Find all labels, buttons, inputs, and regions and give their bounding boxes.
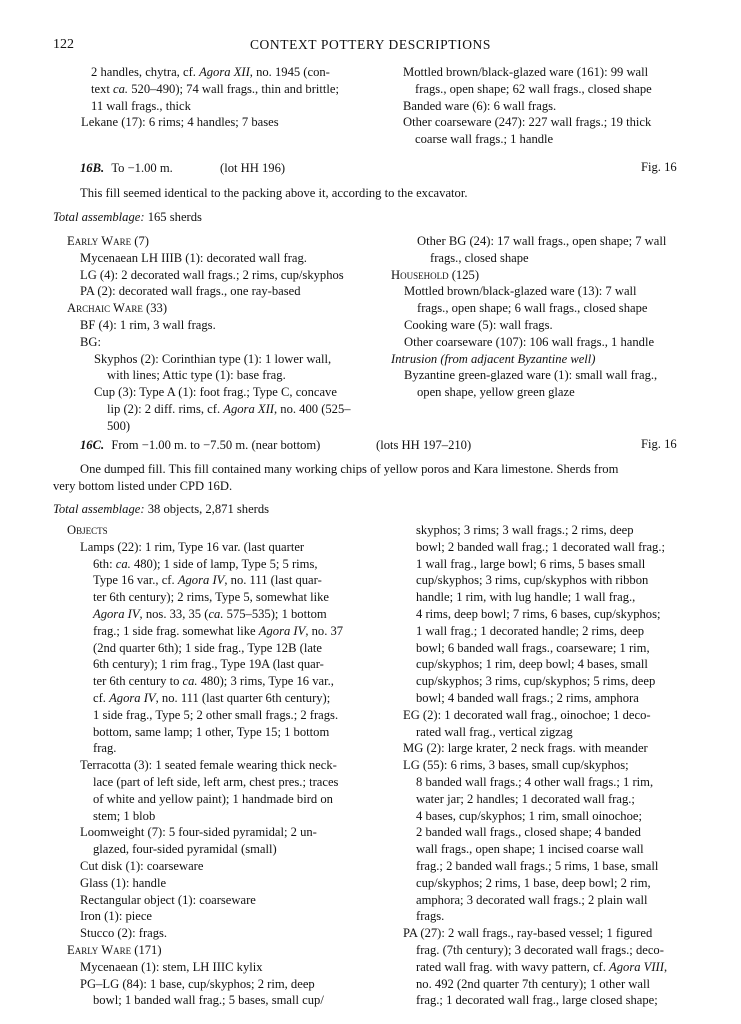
text-line: PA (2): decorated wall frags., one ray-based: [80, 284, 301, 299]
text-line: lace (part of left side, left arm, chest pres.; traces: [93, 774, 339, 789]
category-heading: Early Ware (171): [67, 942, 162, 957]
context-description: This fill seemed identical to the packing above it, according to the excavator.: [80, 186, 468, 200]
running-title: CONTEXT POTTERY DESCRIPTIONS: [249, 37, 492, 52]
context-depth: To −1.00 m.: [111, 161, 173, 175]
text-line: Cup (3): Type A (1): foot frag.; Type C, concave: [94, 385, 337, 400]
text-line: 4 bases, cup/skyphos; 1 rim, small oinochoe;: [416, 808, 642, 823]
text-line: Terracotta (3): 1 seated female wearing thick neck-: [80, 758, 337, 773]
text-line: frags., open shape; 6 wall frags., closed shape: [417, 301, 648, 316]
assemblage-value: 165 sherds: [147, 210, 202, 224]
text-line: 1 wall frag.; 1 decorated handle; 2 rims, deep: [416, 623, 645, 638]
context-depth: From −1.00 m. to −7.50 m. (near bottom): [111, 438, 321, 452]
text-line: Glass (1): handle: [80, 875, 167, 890]
text-line: Agora IV, nos. 33, 35 (ca. 575–535); 1 bottom: [93, 606, 327, 621]
assemblage-label: Total assemblage:: [53, 502, 145, 516]
text-line: Byzantine green-glazed ware (1): small wall frag.,: [404, 368, 658, 383]
text-line: Other BG (24): 17 wall frags., open shape; 7 wall: [417, 234, 667, 248]
top-left-column: [81, 64, 339, 131]
text-line: frags., closed shape: [430, 250, 529, 265]
text-line: Skyphos (2): Corinthian type (1): 1 lower wall,: [94, 351, 332, 366]
text-line: 4 rims, deep bowl; 7 rims, 6 bases, cup/skyphos;: [416, 606, 661, 621]
text-line: rated wall frag., vertical zigzag: [416, 724, 573, 739]
text-line: skyphos; 3 rims; 3 wall frags.; 2 rims, deep: [416, 523, 634, 537]
text-line: Mottled brown/black-glazed ware (161): 99 wall: [403, 65, 649, 79]
text-line: Cut disk (1): coarseware: [80, 858, 204, 873]
text-line: frags.: [416, 909, 445, 924]
text-line: ter 6th century to ca. 480); 3 rims, Type 16 var.,: [93, 674, 334, 689]
category-heading: Household (125): [391, 267, 480, 282]
text-line: Mycenaean LH IIIB (1): decorated wall frag.: [80, 250, 307, 265]
text-line: Other coarseware (247): 227 wall frags.; 19 thick: [403, 115, 652, 130]
context-16c-left-column: [67, 522, 343, 1009]
text-line: bowl; 1 banded wall frag.; 5 bases, small cup/: [93, 993, 324, 1008]
text-line: frag.; 1 side frag. somewhat like Agora IV, no. 37: [93, 623, 344, 638]
text-line: frag. (7th century); 3 decorated wall frags.; deco-: [416, 942, 664, 957]
text-line: coarse wall frags.; 1 handle: [415, 132, 554, 147]
text-line: cf. Agora IV, no. 111 (last quarter 6th century);: [93, 690, 331, 705]
text-line: BG:: [80, 334, 101, 349]
text-line: cup/skyphos; 3 rims, cup/skyphos; 5 rims, deep: [416, 674, 656, 689]
text-line: Stucco (2): frags.: [80, 926, 168, 941]
text-line: text ca. 520–490); 74 wall frags., thin and brittle;: [91, 81, 340, 96]
text-line: stem; 1 blob: [93, 808, 156, 823]
text-line: 500): [107, 418, 131, 433]
text-line: rated wall frag. with wavy pattern, cf. Agora VIII,: [416, 959, 668, 974]
context-id: 16B.: [80, 161, 105, 175]
text-line: Mycenaean (1): stem, LH IIIC kylix: [80, 959, 263, 974]
text-line: water jar; 2 handles; 1 decorated wall frag.;: [416, 791, 635, 806]
context-description: [53, 461, 619, 495]
assemblage-label: Total assemblage:: [53, 210, 145, 224]
category-heading: Intrusion (from adjacent Byzantine well): [391, 351, 596, 366]
text-line: 6th century); 1 rim frag., Type 19A (last quar-: [93, 657, 324, 672]
text-line: Type 16 var., cf. Agora IV, no. 111 (last quar-: [93, 573, 322, 588]
context-16b-right-column: [391, 233, 666, 401]
text-line: Mottled brown/black-glazed ware (13): 7 wall: [404, 284, 637, 299]
text-line: with lines; Attic type (1): base frag.: [107, 368, 286, 383]
text-line: BF (4): 1 rim, 3 wall frags.: [80, 317, 216, 332]
text-line: amphora; 3 decorated wall frags.; 2 plain wall: [416, 892, 648, 907]
text-line: PA (27): 2 wall frags., ray-based vessel; 1 figured: [403, 926, 653, 941]
text-line: frags., open shape; 62 wall frags., closed shape: [415, 81, 652, 96]
assemblage-line: [53, 209, 202, 226]
text-line: wall frags., open shape; 1 incised coarse wall: [416, 842, 644, 857]
category-heading: Archaic Ware (33): [67, 301, 168, 316]
text-line: open shape, yellow green glaze: [417, 385, 575, 400]
context-lot: (lots HH 197–210): [376, 438, 472, 452]
text-line: ter 6th century); 2 rims, Type 5, somewhat like: [93, 590, 330, 605]
text-line: Other coarseware (107): 106 wall frags., 1 handle: [404, 334, 655, 349]
text-line: 2 handles, chytra, cf. Agora XII, no. 1945 (con-: [91, 65, 330, 79]
context-16c-heading: [80, 437, 320, 454]
text-line: handle; 1 rim, with lug handle; 1 wall frag.,: [416, 590, 636, 605]
text-line: MG (2): large krater, 2 neck frags. with meander: [403, 741, 648, 756]
page-number: 122: [53, 37, 74, 52]
context-16b-left-column: [67, 233, 351, 435]
text-line: 1 side frag., Type 5; 2 other small frags.; 2 frags.: [93, 707, 339, 722]
text-line: Iron (1): piece: [80, 909, 153, 924]
text-line: glazed, four-sided pyramidal (small): [93, 842, 277, 857]
context-lot: (lot HH 196): [220, 161, 286, 175]
text-line: Lamps (22): 1 rim, Type 16 var. (last quarter: [80, 539, 305, 554]
context-16c-right-column: [403, 522, 667, 1009]
figure-reference: Fig. 16: [641, 160, 677, 174]
context-16b-heading: [80, 160, 173, 177]
text-line: lip (2): 2 diff. rims, cf. Agora XII, no. 400 (525–: [107, 401, 351, 416]
text-line: 1 wall frag., large bowl; 6 rims, 5 bases small: [416, 556, 646, 571]
text-line: cup/skyphos; 1 rim, deep bowl; 4 bases, small: [416, 657, 648, 672]
text-line: cup/skyphos; 2 rims, 1 base, deep bowl; 2 rim,: [416, 875, 651, 890]
assemblage-line: [53, 501, 269, 518]
text-line: 6th: ca. 480); 1 side of lamp, Type 5; 5 rims,: [93, 556, 318, 571]
top-right-column: [403, 64, 652, 148]
figure-reference: Fig. 16: [641, 437, 677, 451]
text-line: (2nd quarter 6th); 1 side frag., Type 12B (late: [93, 640, 323, 655]
text-line: frag.; 2 banded wall frags.; 5 rims, 1 base, small: [416, 858, 659, 873]
text-line: LG (55): 6 rims, 3 bases, small cup/skyphos;: [403, 758, 629, 773]
text-line: bowl; 4 banded wall frags.; 2 rims, amphora: [416, 690, 639, 705]
text-line: Cooking ware (5): wall frags.: [404, 317, 553, 332]
text-line: frag.; 1 decorated wall frag., large closed shape;: [416, 993, 658, 1008]
text-line: Lekane (17): 6 rims; 4 handles; 7 bases: [81, 115, 279, 130]
text-line: of white and yellow paint); 1 handmade bird on: [93, 791, 333, 806]
assemblage-value: 38 objects, 2,871 sherds: [147, 502, 270, 516]
text-line: Rectangular object (1): coarseware: [80, 892, 256, 907]
text-line: 11 wall frags., thick: [91, 98, 191, 113]
text-line: Banded ware (6): 6 wall frags.: [403, 98, 557, 113]
text-line: cup/skyphos; 3 rims, cup/skyphos with ribbon: [416, 573, 649, 588]
category-heading: Objects: [67, 523, 108, 537]
text-line: PG–LG (84): 1 base, cup/skyphos; 2 rim, deep: [80, 976, 315, 991]
text-line: Loomweight (7): 5 four-sided pyramidal; 2 un-: [80, 825, 317, 840]
text-line: 2 banded wall frags., closed shape; 4 banded: [416, 825, 641, 840]
text-line: no. 492 (2nd quarter 7th century); 1 other wall: [416, 976, 650, 991]
text-line: LG (4): 2 decorated wall frags.; 2 rims, cup/skyphos: [80, 267, 344, 282]
text-line: very bottom listed under CPD 16D.: [53, 478, 233, 493]
context-id: 16C.: [80, 438, 105, 452]
text-line: bottom, same lamp; 1 other, Type 15; 1 bottom: [93, 724, 330, 739]
category-heading: Early Ware (7): [67, 234, 149, 248]
text-line: 8 banded wall frags.; 4 other wall frags.; 1 rim,: [416, 774, 654, 789]
text-line: bowl; 2 banded wall frag.; 1 decorated wall frag.;: [416, 539, 665, 554]
text-line: bowl; 6 banded wall frags., coarseware; 1 rim,: [416, 640, 650, 655]
text-line: frag.: [93, 741, 117, 756]
text-line: EG (2): 1 decorated wall frag., oinochoe; 1 deco-: [403, 707, 651, 722]
text-line: One dumped fill. This fill contained many working chips of yellow poros and Kara limestone. Sherds from: [80, 462, 619, 476]
